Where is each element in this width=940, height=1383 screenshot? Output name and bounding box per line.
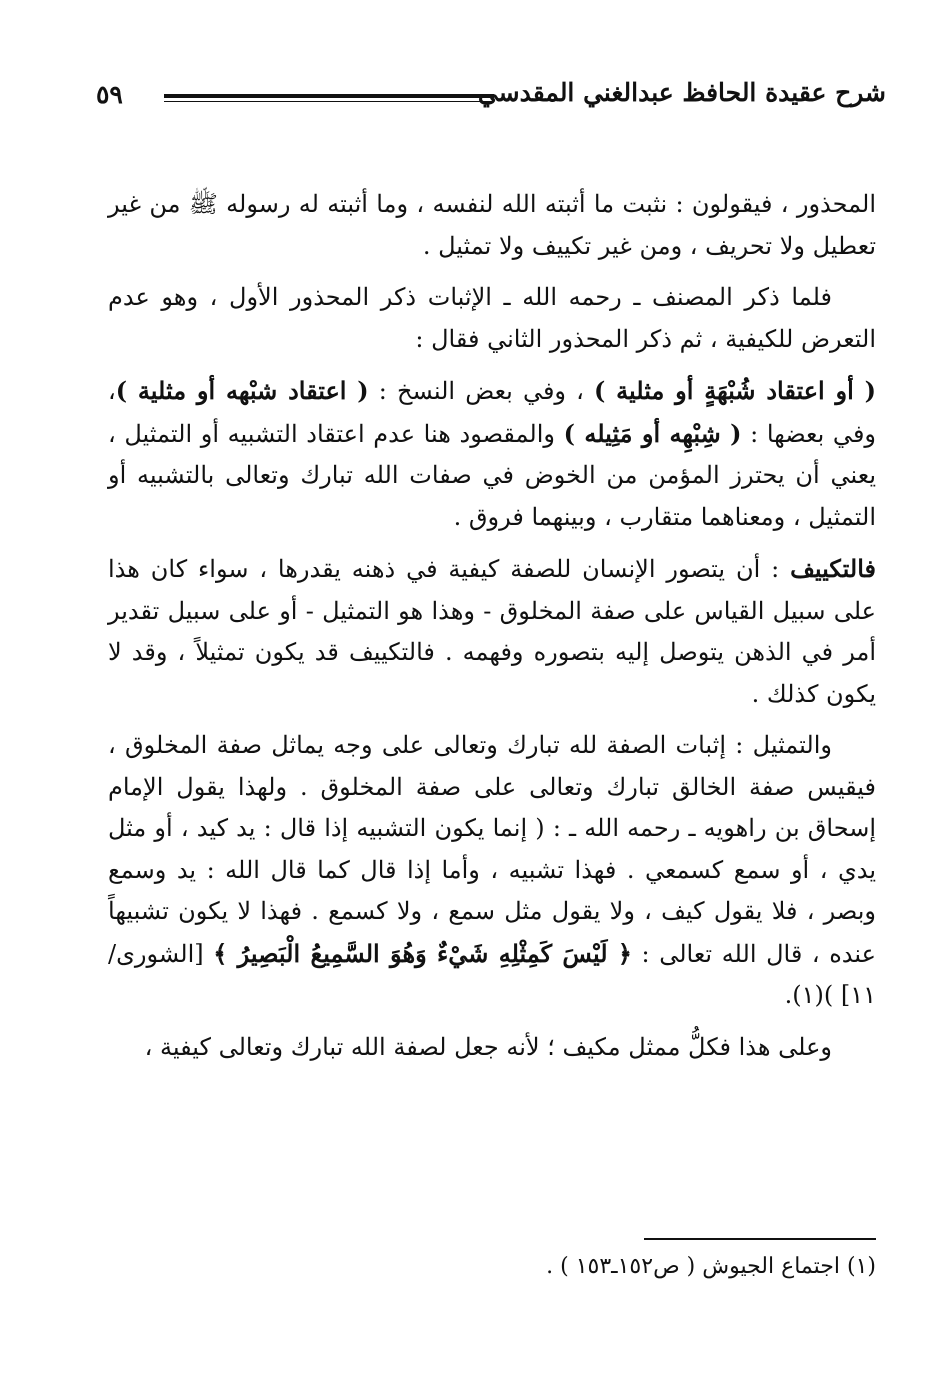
- paragraph-4: [108, 548, 876, 715]
- footnote: (١) اجتماع الجيوش ( ص١٥٢ـ١٥٣ ) .: [546, 1254, 876, 1279]
- quran-verse: ﴿ لَيْسَ كَمِثْلِهِ شَيْءٌ وَهُوَ السَّمِيعُ الْبَصِيرُ ﴾: [213, 938, 632, 968]
- page-header: [96, 78, 886, 118]
- quote-joiner-1: ، وفي بعض النسخ :: [378, 377, 584, 405]
- footnote-rule: [644, 1238, 876, 1240]
- page-number: ٥٩: [96, 80, 123, 109]
- header-rule: [164, 94, 494, 102]
- quote-variant-2: ( اعتقاد شبْهه أو مثلية ): [115, 376, 369, 405]
- paragraph-5: [108, 725, 876, 1017]
- paragraph-5-main: والتمثيل : إثبات الصفة لله تبارك وتعالى على وجه يماثل صفة المخلوق ، فيقيس صفة الخالق تبارك وتعالى على صفة المخلوق . ولهذا يقول الإمام إسحاق بن راهويه ـ رحمه الله ـ : ( إنما يكون التشبيه إذا قال : يد كيد ، أو مثل يدي ، أو سمع كسمعي . فهذا تشبيه ، وأما إذا قال كما قال الله : يد وسمع وبصر ، فلا يقول كيف ، ولا يقول مثل سمع ، ولا كسمع . فهذا لا يكون تشبيهاً عنده ، قال الله تعالى :: [108, 731, 877, 968]
- quote-variant-1: ( أو اعتقاد شُبْهَةٍ أو مثلية ): [593, 376, 876, 405]
- main-text: [108, 184, 876, 1078]
- paragraph-3-rest: والمقصود هنا عدم اعتقاد التشبيه أو التمثيل ، يعني أن يحترز المؤمن من الخوض في صفات الله تبارك وتعالى بالتشبيه أو التمثيل ، ومعناهما متقارب ، وبينهما فروق .: [108, 419, 876, 531]
- quote-variant-3: ( شِبْهِه أو مَثِيله ): [563, 418, 742, 448]
- paragraph-6: وعلى هذا فكلُّ ممثل مكيف ؛ لأنه جعل لصفة الله تبارك وتعالى كيفية ،: [144, 1032, 832, 1061]
- paragraph-1: المحذور ، فيقولون : نثبت ما أثبته الله لنفسه ، وما أثبته له رسوله ﷺ من غير تعطيل ولا تحريف ، ومن غير تكييف ولا تمثيل .: [108, 190, 876, 260]
- term-takyeef: فالتكييف: [790, 554, 876, 583]
- paragraph-4-rest: : أن يتصور الإنسان للصفة كيفية في ذهنه يقدرها ، سواء كان هذا على سبيل القياس على صفة المخلوق - وهذا هو التمثيل - أو على سبيل تقدير أمر في الذهن يتوصل إليه بتصوره وفهمه . فالتكييف قد يكون تمثيلاً ، وقد لا يكون كذلك .: [108, 555, 876, 708]
- quote-joiner-2: ، وفي بعضها :: [108, 377, 877, 448]
- book-title: شرح عقيدة الحافظ عبدالغني المقدسي: [477, 78, 886, 107]
- paragraph-3: [108, 370, 876, 538]
- paragraph-2: فلما ذكر المصنف ـ رحمه الله ـ الإثبات ذكر المحذور الأول ، وهو عدم التعرض للكيفية ، ثم ذكر المحذور الثاني فقال :: [108, 283, 876, 353]
- verse-reference: [الشورى/ ١١] )(١).: [108, 939, 876, 1009]
